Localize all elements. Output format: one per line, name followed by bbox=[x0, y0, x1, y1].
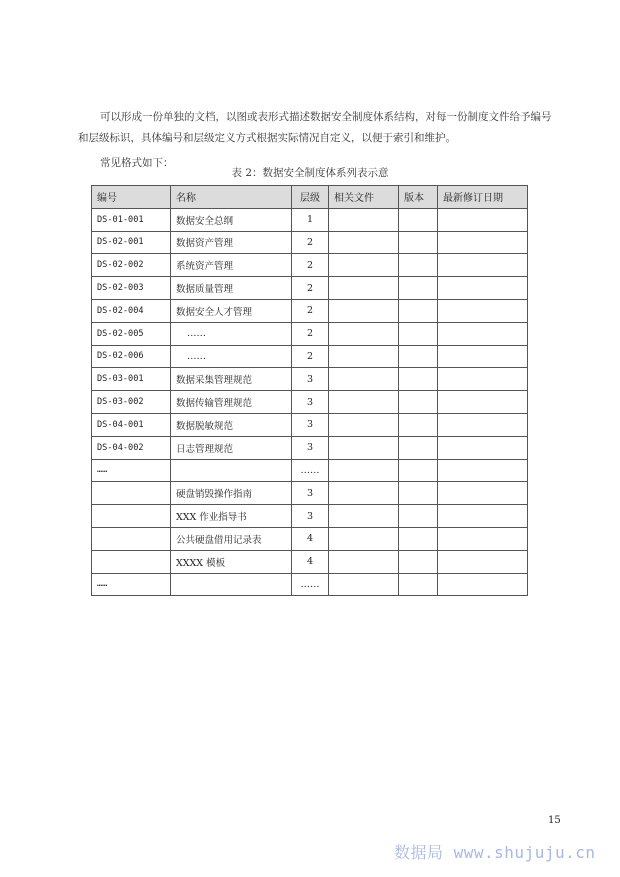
cell-level: 3 bbox=[292, 413, 329, 436]
cell-level: 3 bbox=[292, 368, 329, 391]
cell-last-revised bbox=[438, 550, 528, 573]
cell-name: XXX 作业指导书 bbox=[171, 505, 292, 528]
table-caption: 表 2：数据安全制度体系列表示意 bbox=[231, 167, 389, 179]
table-row bbox=[92, 231, 528, 254]
table-row bbox=[92, 391, 528, 414]
cell-code: DS-01-001 bbox=[92, 208, 171, 231]
cell-level: …… bbox=[292, 573, 329, 596]
cell-version bbox=[399, 277, 438, 300]
cell-last-revised bbox=[438, 482, 528, 505]
cell-name: 数据采集管理规范 bbox=[171, 368, 292, 391]
cell-version bbox=[399, 436, 438, 459]
cell-related-files bbox=[329, 459, 399, 482]
cell-name: 硬盘销毁操作指南 bbox=[171, 482, 292, 505]
cell-version bbox=[399, 527, 438, 550]
table-row bbox=[92, 322, 528, 345]
cell-level: 4 bbox=[292, 550, 329, 573]
cell-code bbox=[92, 550, 171, 573]
table-row bbox=[92, 550, 528, 573]
cell-level: 1 bbox=[292, 208, 329, 231]
cell-related-files bbox=[329, 368, 399, 391]
cell-related-files bbox=[329, 527, 399, 550]
cell-last-revised bbox=[438, 459, 528, 482]
table-row bbox=[92, 208, 528, 231]
cell-last-revised bbox=[438, 345, 528, 368]
cell-related-files bbox=[329, 254, 399, 277]
cell-version bbox=[399, 459, 438, 482]
cell-code: DS-03-002 bbox=[92, 391, 171, 414]
cell-last-revised bbox=[438, 208, 528, 231]
cell-last-revised bbox=[438, 391, 528, 414]
cell-name: 数据资产管理 bbox=[171, 231, 292, 254]
column-header-related-files: 相关文件 bbox=[329, 186, 399, 209]
cell-name bbox=[171, 573, 292, 596]
cell-last-revised bbox=[438, 505, 528, 528]
site-watermark: 数据局 www.shujuju.cn bbox=[394, 843, 596, 862]
table-row bbox=[92, 505, 528, 528]
cell-code: …… bbox=[92, 573, 171, 596]
table-row bbox=[92, 368, 528, 391]
cell-code: DS-04-002 bbox=[92, 436, 171, 459]
cell-level: 3 bbox=[292, 436, 329, 459]
cell-version bbox=[399, 413, 438, 436]
cell-name: 数据安全总纲 bbox=[171, 208, 292, 231]
cell-version bbox=[399, 505, 438, 528]
cell-level: 2 bbox=[292, 322, 329, 345]
table-row bbox=[92, 345, 528, 368]
cell-related-files bbox=[329, 413, 399, 436]
cell-name: 公共硬盘借用记录表 bbox=[171, 527, 292, 550]
cell-related-files bbox=[329, 391, 399, 414]
cell-related-files bbox=[329, 505, 399, 528]
table-row bbox=[92, 413, 528, 436]
table-row bbox=[92, 573, 528, 596]
cell-level: 3 bbox=[292, 391, 329, 414]
cell-version bbox=[399, 208, 438, 231]
cell-related-files bbox=[329, 482, 399, 505]
cell-version bbox=[399, 482, 438, 505]
cell-code: DS-03-001 bbox=[92, 368, 171, 391]
cell-name: 数据安全人才管理 bbox=[171, 299, 292, 322]
cell-level: 2 bbox=[292, 231, 329, 254]
table-row bbox=[92, 299, 528, 322]
page-number: 15 bbox=[548, 815, 561, 826]
column-header-code: 编号 bbox=[92, 186, 171, 209]
intro-paragraph: 可以形成一份单独的文档，以图或表形式描述数据安全制度体系结构，对每一份制度文件给予编号和层级标识，具体编号和层级定义方式根据实际情况自定义，以便于索引和维护。 bbox=[78, 110, 552, 144]
cell-related-files bbox=[329, 345, 399, 368]
cell-related-files bbox=[329, 322, 399, 345]
cell-version bbox=[399, 391, 438, 414]
cell-related-files bbox=[329, 573, 399, 596]
cell-name: 数据脱敏规范 bbox=[171, 413, 292, 436]
cell-level: …… bbox=[292, 459, 329, 482]
table-row bbox=[92, 254, 528, 277]
cell-version bbox=[399, 231, 438, 254]
column-header-last-revised: 最新修订日期 bbox=[438, 186, 528, 209]
cell-last-revised bbox=[438, 573, 528, 596]
cell-last-revised bbox=[438, 254, 528, 277]
cell-code: DS-02-002 bbox=[92, 254, 171, 277]
cell-last-revised bbox=[438, 322, 528, 345]
cell-name bbox=[171, 459, 292, 482]
column-header-level: 层级 bbox=[292, 186, 329, 209]
cell-level: 3 bbox=[292, 482, 329, 505]
policy-system-table bbox=[91, 185, 528, 596]
cell-name: 数据传输管理规范 bbox=[171, 391, 292, 414]
cell-related-files bbox=[329, 231, 399, 254]
cell-name: 数据质量管理 bbox=[171, 277, 292, 300]
cell-name: …… bbox=[171, 322, 292, 345]
cell-related-files bbox=[329, 208, 399, 231]
cell-name: 系统资产管理 bbox=[171, 254, 292, 277]
cell-level: 2 bbox=[292, 299, 329, 322]
format-intro: 常见格式如下： bbox=[100, 156, 174, 169]
cell-level: 4 bbox=[292, 527, 329, 550]
cell-code: DS-02-001 bbox=[92, 231, 171, 254]
cell-version bbox=[399, 299, 438, 322]
cell-code: DS-02-005 bbox=[92, 322, 171, 345]
cell-last-revised bbox=[438, 527, 528, 550]
column-header-name: 名称 bbox=[171, 186, 292, 209]
cell-code bbox=[92, 482, 171, 505]
cell-related-files bbox=[329, 277, 399, 300]
cell-code: DS-04-001 bbox=[92, 413, 171, 436]
cell-last-revised bbox=[438, 436, 528, 459]
cell-name: 日志管理规范 bbox=[171, 436, 292, 459]
cell-code: DS-02-003 bbox=[92, 277, 171, 300]
column-header-version: 版本 bbox=[399, 186, 438, 209]
cell-level: 3 bbox=[292, 505, 329, 528]
cell-last-revised bbox=[438, 231, 528, 254]
cell-level: 2 bbox=[292, 277, 329, 300]
cell-version bbox=[399, 254, 438, 277]
cell-level: 2 bbox=[292, 345, 329, 368]
cell-level: 2 bbox=[292, 254, 329, 277]
cell-version bbox=[399, 550, 438, 573]
cell-version bbox=[399, 322, 438, 345]
cell-code: DS-02-004 bbox=[92, 299, 171, 322]
cell-name: …… bbox=[171, 345, 292, 368]
cell-code bbox=[92, 505, 171, 528]
cell-related-files bbox=[329, 550, 399, 573]
cell-last-revised bbox=[438, 299, 528, 322]
cell-name: XXXX 模板 bbox=[171, 550, 292, 573]
table-row bbox=[92, 527, 528, 550]
cell-code bbox=[92, 527, 171, 550]
cell-last-revised bbox=[438, 368, 528, 391]
cell-related-files bbox=[329, 436, 399, 459]
table-row bbox=[92, 436, 528, 459]
cell-version bbox=[399, 368, 438, 391]
table-row bbox=[92, 459, 528, 482]
cell-related-files bbox=[329, 299, 399, 322]
cell-last-revised bbox=[438, 277, 528, 300]
cell-version bbox=[399, 345, 438, 368]
cell-code: DS-02-006 bbox=[92, 345, 171, 368]
table-row bbox=[92, 482, 528, 505]
table-header-row bbox=[92, 186, 528, 209]
cell-version bbox=[399, 573, 438, 596]
cell-code: …… bbox=[92, 459, 171, 482]
table-row bbox=[92, 277, 528, 300]
cell-last-revised bbox=[438, 413, 528, 436]
